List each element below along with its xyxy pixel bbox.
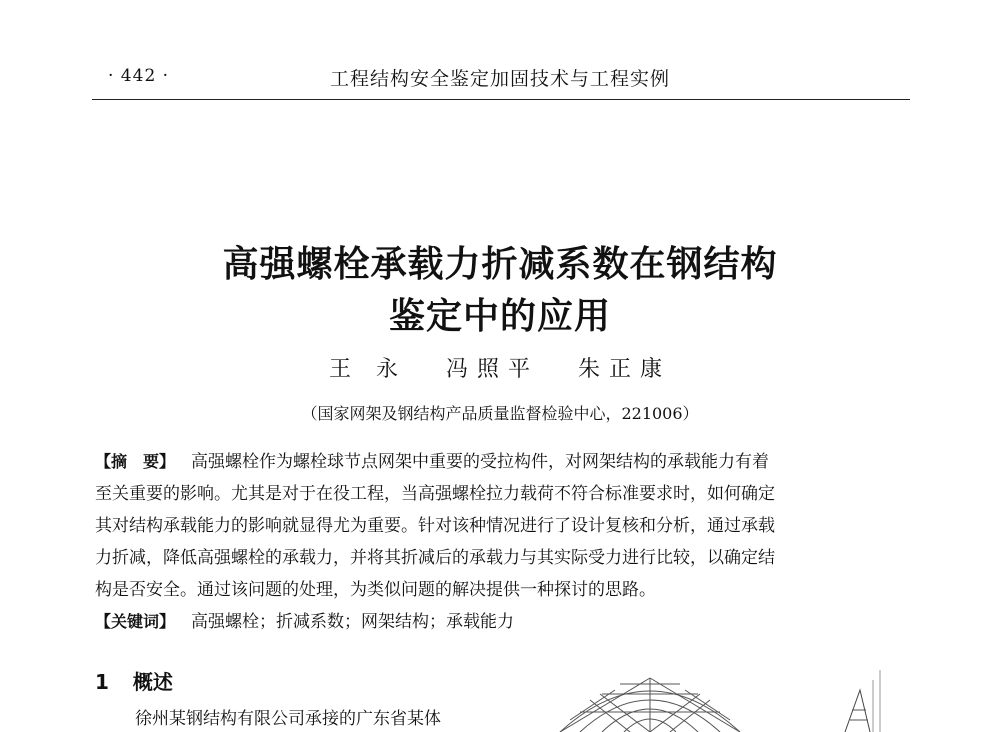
keywords-text: 高强螺栓；折减系数；网架结构；承载能力 [191,612,515,632]
keywords-line [95,606,915,638]
section-heading [95,666,173,695]
paper-title-line-1: 高强螺栓承载力折减系数在钢结构 [222,244,778,285]
abstract-line: 力折减，降低高强螺栓的承载力，并将其折减后的承载力与其实际受力进行比较，以确定结 [95,548,775,568]
abstract-label: 【摘 要】 [95,452,176,471]
abstract-line: 构是否安全。通过该问题的处理，为类似问题的解决提供一种探讨的思路。 [95,580,656,600]
page-number: · 442 · [108,66,170,86]
abstract-line: 至关重要的影响。尤其是对于在役工程，当高强螺栓拉力载荷不符合标准要求时，如何确定 [95,484,775,504]
abstract-line: 其对结构承载能力的影响就显得尤为重要。针对该种情况进行了设计复核和分析，通过承载 [95,516,775,536]
lattice-dome-figure [540,660,1000,732]
author-name: 朱正康 [578,357,672,382]
running-header-title: 工程结构安全鉴定加固技术与工程实例 [329,68,670,90]
keywords-label: 【关键词】 [95,612,176,631]
affiliation: （国家网架及钢结构产品质量监督检验中心，221006） [301,404,699,423]
paper-title-line-2: 鉴定中的应用 [388,296,611,337]
author-name: 冯照平 [445,357,539,382]
abstract-text: 高强螺栓作为螺栓球节点网架中重要的受拉构件，对网架结构的承载能力有着 [191,452,770,472]
author-list [0,352,1000,383]
body-paragraph-line: 徐州某钢结构有限公司承接的广东省某体 [135,709,441,729]
header-rule [92,99,910,100]
section-number: 1 [95,670,109,694]
abstract-block [95,446,915,638]
author-name: 王 永 [328,357,407,382]
section-title: 概述 [132,670,173,694]
abstract-line [95,446,915,478]
